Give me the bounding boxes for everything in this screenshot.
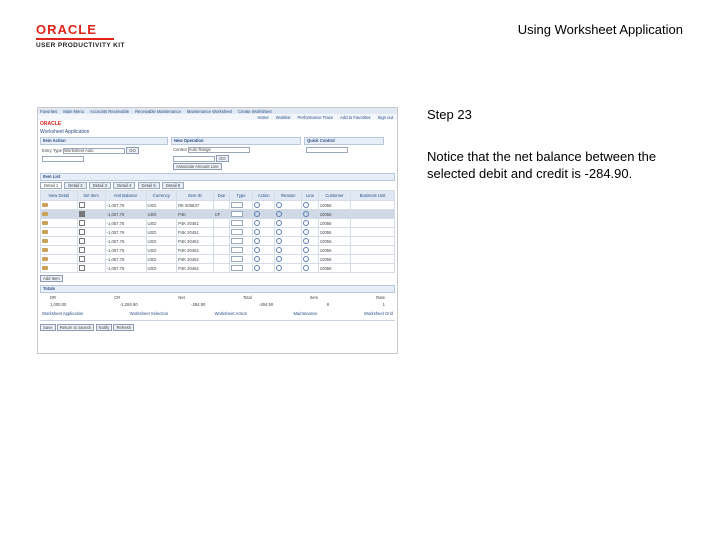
select-checkbox[interactable] xyxy=(79,202,85,208)
customer-cell: 10056 xyxy=(318,210,350,219)
col-sel: Sel Item xyxy=(77,191,105,201)
select-cell xyxy=(77,201,105,210)
select-checkbox[interactable] xyxy=(79,211,85,217)
line-lookup-icon[interactable] xyxy=(303,229,309,235)
breadcrumb-main-menu[interactable]: Main Menu xyxy=(63,108,84,114)
type-cell xyxy=(230,264,253,273)
total-dr: 1,000.00 xyxy=(50,302,67,307)
line-cell xyxy=(302,255,319,264)
type-cell xyxy=(230,219,253,228)
line-cell xyxy=(302,201,319,210)
due-cell xyxy=(213,228,229,237)
type-field[interactable] xyxy=(231,265,243,271)
tab-detail-3[interactable]: Detail 3 xyxy=(89,182,111,189)
select-cell xyxy=(77,246,105,255)
detail-tabs xyxy=(40,181,395,190)
select-cell xyxy=(77,219,105,228)
type-field[interactable] xyxy=(231,238,243,244)
reason-cell xyxy=(275,228,302,237)
document-title: Using Worksheet Application xyxy=(517,22,683,37)
view-detail-cell xyxy=(41,264,78,273)
table-row[interactable] xyxy=(41,237,395,246)
total-cr: -1,284.90 xyxy=(119,302,138,307)
item-id-cell: P4K 20451 xyxy=(177,219,214,228)
return-to-search-button[interactable]: Return to Search xyxy=(57,324,95,331)
view-detail-icon[interactable] xyxy=(42,221,48,225)
link-maintenance[interactable]: Maintenance xyxy=(293,311,318,316)
type-cell xyxy=(230,255,253,264)
currency-cell: USD xyxy=(146,228,177,237)
col-reason: Reason xyxy=(275,191,302,201)
action-cell xyxy=(253,255,275,264)
entry-type-label: Entry Type xyxy=(42,148,62,153)
view-detail-cell xyxy=(41,237,78,246)
table-row[interactable] xyxy=(41,219,395,228)
link-worksheet-action[interactable]: Worksheet Action xyxy=(214,311,248,316)
reason-cell xyxy=(275,219,302,228)
util-worklist[interactable]: Worklist xyxy=(275,114,291,120)
table-row[interactable] xyxy=(41,264,395,273)
tab-detail-1[interactable]: Detail 1 xyxy=(40,182,62,189)
reason-cell xyxy=(275,237,302,246)
action-lookup-icon[interactable] xyxy=(254,247,260,253)
item-id-cell: P4K 20462 xyxy=(177,246,214,255)
link-worksheet-app[interactable]: Worksheet Application xyxy=(42,311,84,316)
breadcrumb-ar[interactable]: Accounts Receivable xyxy=(89,108,130,114)
select-checkbox[interactable] xyxy=(79,220,85,226)
select-cell xyxy=(77,228,105,237)
view-detail-cell xyxy=(41,201,78,210)
view-detail-cell xyxy=(41,255,78,264)
action-lookup-icon[interactable] xyxy=(254,229,260,235)
total-head-item: Item xyxy=(309,295,319,300)
line-lookup-icon[interactable] xyxy=(303,247,309,253)
save-button[interactable]: Save xyxy=(40,324,56,331)
view-detail-icon[interactable] xyxy=(42,203,48,207)
total-rate: 1 xyxy=(382,302,385,307)
col-action: Action xyxy=(253,191,275,201)
line-lookup-icon[interactable] xyxy=(303,256,309,262)
new-operation-panel xyxy=(171,137,301,171)
view-detail-cell xyxy=(41,210,78,219)
app-page-title: Worksheet Application xyxy=(40,129,90,135)
total-head-net: Net xyxy=(178,295,185,300)
due-cell: CF xyxy=(213,210,229,219)
step-label: Step 23 xyxy=(427,107,472,122)
select-checkbox[interactable] xyxy=(79,238,85,244)
action-go-button[interactable]: GO xyxy=(126,147,139,154)
item-id-cell: P4K 20462 xyxy=(177,237,214,246)
action-cell xyxy=(253,228,275,237)
col-view: View Detail xyxy=(41,191,78,201)
reason-lookup-icon[interactable] xyxy=(276,202,282,208)
amount-cell: -1,057.76 xyxy=(105,201,146,210)
action-cell xyxy=(253,264,275,273)
select-cell xyxy=(77,210,105,219)
type-cell xyxy=(230,201,253,210)
control-go-button[interactable]: GO xyxy=(216,155,229,162)
util-favorites[interactable]: Add to Favorites xyxy=(340,114,371,120)
line-lookup-icon[interactable] xyxy=(303,211,309,217)
due-cell xyxy=(213,201,229,210)
view-detail-cell xyxy=(41,246,78,255)
refresh-button[interactable]: Refresh xyxy=(113,324,134,331)
col-amount: Amt Balance xyxy=(105,191,146,201)
line-cell xyxy=(302,228,319,237)
bottom-toolbar xyxy=(40,320,395,331)
col-type: Type xyxy=(230,191,253,201)
customer-cell: 10056 xyxy=(318,201,350,210)
logo-rule xyxy=(36,38,114,40)
customer-cell: 10056 xyxy=(318,246,350,255)
item-action-header: Item Action xyxy=(40,137,168,145)
business-unit-cell xyxy=(351,246,395,255)
link-worksheet-selection[interactable]: Worksheet Selection xyxy=(129,311,169,316)
notify-button[interactable]: Notify xyxy=(96,324,113,331)
currency-cell: USD xyxy=(146,246,177,255)
due-cell xyxy=(213,264,229,273)
quick-control-panel xyxy=(304,137,384,171)
breadcrumb-create[interactable]: Create Worksheet xyxy=(238,108,272,114)
reason-lookup-icon[interactable] xyxy=(276,211,282,217)
line-cell xyxy=(302,219,319,228)
view-detail-icon[interactable] xyxy=(42,257,48,261)
bottom-links xyxy=(40,307,395,316)
select-checkbox[interactable] xyxy=(79,229,85,235)
util-home[interactable]: Home xyxy=(257,114,269,120)
line-cell xyxy=(302,264,319,273)
type-field[interactable] xyxy=(231,256,243,262)
action-cell xyxy=(253,201,275,210)
reason-lookup-icon[interactable] xyxy=(276,265,282,271)
view-detail-icon[interactable] xyxy=(42,230,48,234)
type-cell xyxy=(230,237,253,246)
quick-control-field[interactable] xyxy=(306,147,348,153)
amount-cell: -1,057.76 xyxy=(105,219,146,228)
business-unit-cell xyxy=(351,264,395,273)
view-detail-icon[interactable] xyxy=(42,248,48,252)
select-checkbox[interactable] xyxy=(79,265,85,271)
action-panels xyxy=(38,136,397,172)
customer-cell: 10056 xyxy=(318,264,350,273)
customer-cell: 10056 xyxy=(318,255,350,264)
breadcrumb-worksheet[interactable]: Maintenance Worksheet xyxy=(186,108,233,114)
table-row[interactable] xyxy=(41,201,395,210)
breadcrumb-maint[interactable]: Receivable Maintenance xyxy=(135,108,181,114)
total-head-cr: CR xyxy=(114,295,121,300)
item-action-panel xyxy=(40,137,168,171)
col-line: Line xyxy=(302,191,319,201)
action-lookup-icon[interactable] xyxy=(254,265,260,271)
col-currency: Currency xyxy=(146,191,177,201)
link-worksheet-grid[interactable]: Worksheet Grid xyxy=(363,311,393,316)
total-total: -284.90 xyxy=(258,302,274,307)
customer-cell: 10056 xyxy=(318,237,350,246)
table-row[interactable] xyxy=(41,228,395,237)
quick-control-header: Quick Control xyxy=(304,137,384,145)
item-id-cell: P4K 20462 xyxy=(177,255,214,264)
col-bu: Business Unit xyxy=(351,191,395,201)
app-oracle-logo: ORACLE xyxy=(40,121,62,127)
action-cell xyxy=(253,246,275,255)
amount-cell: -1,057.76 xyxy=(105,210,146,219)
reason-field[interactable] xyxy=(42,156,84,162)
customer-cell: 10056 xyxy=(318,219,350,228)
reason-lookup-icon[interactable] xyxy=(276,238,282,244)
logo-brand-text: ORACLE xyxy=(36,22,97,37)
view-detail-cell xyxy=(41,228,78,237)
reason-cell xyxy=(275,210,302,219)
reason-lookup-icon[interactable] xyxy=(276,229,282,235)
type-field[interactable] xyxy=(231,202,243,208)
currency-cell: USD xyxy=(146,255,177,264)
tab-detail-5[interactable]: Detail 5 xyxy=(138,182,160,189)
view-detail-cell xyxy=(41,219,78,228)
currency-cell: USD xyxy=(146,210,177,219)
action-cell xyxy=(253,210,275,219)
col-item: Item ID xyxy=(177,191,214,201)
type-cell xyxy=(230,246,253,255)
amount-cell: -1,057.76 xyxy=(105,237,146,246)
reason-cell xyxy=(275,264,302,273)
table-row[interactable] xyxy=(41,246,395,255)
select-checkbox[interactable] xyxy=(79,256,85,262)
action-cell xyxy=(253,219,275,228)
currency-cell: USD xyxy=(146,219,177,228)
type-field[interactable] xyxy=(231,247,243,253)
customer-cell: 10056 xyxy=(318,228,350,237)
currency-cell: USD xyxy=(146,201,177,210)
logo-subtitle: USER PRODUCTIVITY KIT xyxy=(36,42,125,49)
totals-headers xyxy=(40,293,395,302)
amount-cell: -1,057.76 xyxy=(105,264,146,273)
business-unit-cell xyxy=(351,210,395,219)
control-label: Control xyxy=(173,147,187,153)
action-lookup-icon[interactable] xyxy=(254,256,260,262)
entry-type-select[interactable]: Worksheet Auto xyxy=(63,148,125,154)
total-head-rate: Rate xyxy=(376,295,385,300)
col-due: Due xyxy=(213,191,229,201)
reason-cell xyxy=(275,201,302,210)
view-detail-icon[interactable] xyxy=(42,266,48,270)
select-cell xyxy=(77,264,105,273)
total-net: -284.90 xyxy=(191,302,206,307)
tab-detail-2[interactable]: Detail 2 xyxy=(64,182,86,189)
business-unit-cell xyxy=(351,219,395,228)
new-operation-header: New Operation xyxy=(171,137,301,145)
reason-lookup-icon[interactable] xyxy=(276,220,282,226)
breadcrumb-favorites[interactable]: Favorites xyxy=(40,108,58,114)
type-cell xyxy=(230,210,253,219)
reason-lookup-icon[interactable] xyxy=(276,247,282,253)
line-lookup-icon[interactable] xyxy=(303,202,309,208)
oracle-logo xyxy=(36,22,126,48)
tab-detail-4[interactable]: Detail 4 xyxy=(113,182,135,189)
line-lookup-icon[interactable] xyxy=(303,238,309,244)
table-row[interactable] xyxy=(41,210,395,219)
control-select[interactable]: Auto Range xyxy=(188,147,250,153)
due-cell xyxy=(213,246,229,255)
util-trace[interactable]: Performance Trace xyxy=(297,114,334,120)
select-cell xyxy=(77,237,105,246)
item-id-cell: P4K 20451 xyxy=(177,228,214,237)
amount-cell: -1,057.76 xyxy=(105,246,146,255)
add-item-button[interactable]: Add Item xyxy=(40,275,63,282)
currency-cell: USD xyxy=(146,237,177,246)
due-cell xyxy=(213,219,229,228)
step-instruction: Notice that the net balance between the selected debit and credit is -284.90. xyxy=(427,149,657,181)
table-row[interactable] xyxy=(41,255,395,264)
total-head-total: Total xyxy=(242,295,252,300)
items-table xyxy=(40,190,395,273)
view-detail-icon[interactable] xyxy=(42,239,48,243)
col-customer: Customer xyxy=(318,191,350,201)
application-screenshot xyxy=(37,107,398,354)
due-cell xyxy=(213,255,229,264)
currency-cell: USD xyxy=(146,264,177,273)
ref-field[interactable] xyxy=(173,156,215,162)
business-unit-cell xyxy=(351,228,395,237)
item-id-cell: P4K 20462 xyxy=(177,264,214,273)
line-cell xyxy=(302,237,319,246)
action-lookup-icon[interactable] xyxy=(254,211,260,217)
items-header-row xyxy=(41,191,395,201)
line-cell xyxy=(302,246,319,255)
business-unit-cell xyxy=(351,201,395,210)
items-body xyxy=(41,201,395,273)
tab-detail-6[interactable]: Detail 6 xyxy=(162,182,184,189)
totals-header: Totals xyxy=(40,285,395,293)
business-unit-cell xyxy=(351,237,395,246)
business-unit-cell xyxy=(351,255,395,264)
type-field[interactable] xyxy=(231,229,243,235)
action-lookup-icon[interactable] xyxy=(254,220,260,226)
amount-cell: -1,057.76 xyxy=(105,228,146,237)
line-lookup-icon[interactable] xyxy=(303,220,309,226)
action-cell xyxy=(253,237,275,246)
action-lookup-icon[interactable] xyxy=(254,238,260,244)
total-head-dr: DR xyxy=(50,295,57,300)
type-cell xyxy=(230,228,253,237)
reason-lookup-icon[interactable] xyxy=(276,256,282,262)
type-field[interactable] xyxy=(231,211,243,217)
due-cell xyxy=(213,237,229,246)
item-list-header: Item List xyxy=(40,173,395,181)
reason-cell xyxy=(275,246,302,255)
select-cell xyxy=(77,255,105,264)
line-lookup-icon[interactable] xyxy=(303,265,309,271)
reason-cell xyxy=(275,255,302,264)
item-id-cell: P4K xyxy=(177,210,214,219)
item-id-cell: RE 205637 xyxy=(177,201,214,210)
view-detail-icon[interactable] xyxy=(42,212,48,216)
action-lookup-icon[interactable] xyxy=(254,202,260,208)
total-item: 8 xyxy=(326,302,330,307)
associate-line-button[interactable]: Associate Amount Line xyxy=(173,163,222,170)
amount-cell: -1,057.76 xyxy=(105,255,146,264)
util-signout[interactable]: Sign out xyxy=(377,114,393,120)
line-cell xyxy=(302,210,319,219)
type-field[interactable] xyxy=(231,220,243,226)
select-checkbox[interactable] xyxy=(79,247,85,253)
